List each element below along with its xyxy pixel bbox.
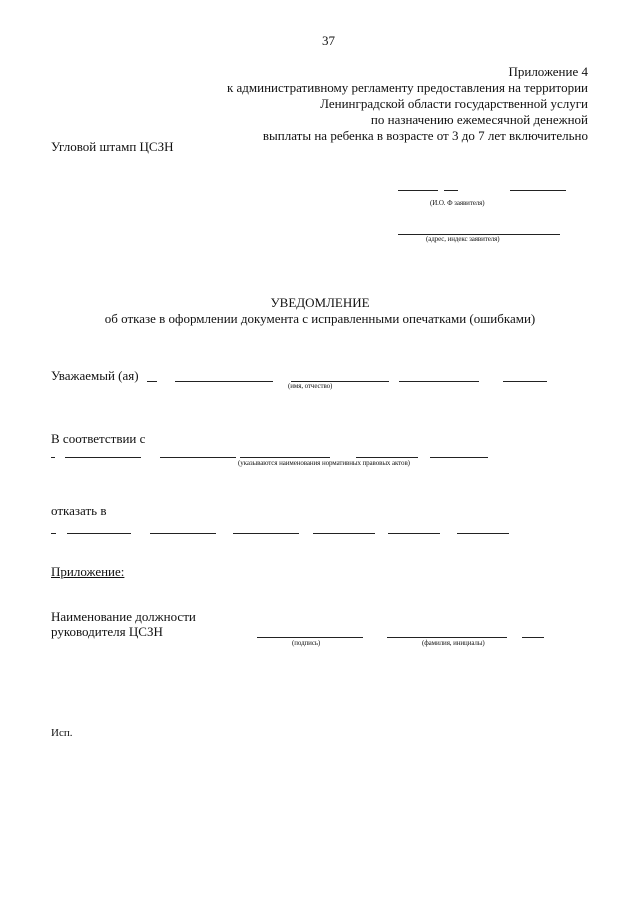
page-number: 37 [322, 33, 335, 48]
accordance-line-4 [240, 457, 330, 458]
notice-subtitle: об отказе в оформлении документа с исправленными опечатками (ошибками) [104, 311, 536, 326]
appendix-title: Приложение 4 [508, 64, 588, 79]
appendix-block [168, 64, 588, 144]
applicant-name-line-3 [510, 190, 566, 191]
name-line [387, 637, 507, 638]
greeting-line-5 [503, 381, 547, 382]
refuse-line-5 [313, 533, 375, 534]
refuse-line-6 [388, 533, 440, 534]
signature-caption: (подпись) [292, 639, 321, 647]
signature-line [257, 637, 363, 638]
applicant-name-caption: (И.О. Ф заявителя) [430, 199, 485, 207]
greeting-label: Уважаемый (ая) [51, 368, 139, 383]
greeting-caption: (имя, отчество) [288, 382, 333, 390]
applicant-address-caption: (адрес, индекс заявителя) [426, 235, 500, 243]
refuse-line-3 [150, 533, 216, 534]
accordance-line-1 [51, 457, 55, 458]
name-line-extra [522, 637, 544, 638]
appendix-line-2: Ленинградской области государственной услуги [320, 96, 588, 111]
executor-label: Исп. [51, 727, 73, 739]
corner-stamp-label: Угловой штамп ЦСЗН [51, 139, 174, 154]
greeting-line-1 [147, 381, 157, 382]
name-caption: (фамилия, инициалы) [422, 639, 485, 647]
attachment-label: Приложение: [51, 564, 125, 579]
greeting-line-4 [399, 381, 479, 382]
refuse-label: отказать в [51, 503, 107, 518]
position-title-line-2: руководителя ЦСЗН [51, 624, 163, 639]
appendix-line-1: к административному регламенту предоставления на территории [226, 80, 588, 95]
appendix-line-4: выплаты на ребенка в возрасте от 3 до 7 лет включительно [262, 128, 588, 143]
notice-title: УВЕДОМЛЕНИЕ [270, 295, 370, 310]
accordance-label: В соответствии с [51, 431, 146, 446]
accordance-caption: (указываются наименования нормативных правовых актов) [238, 459, 410, 467]
refuse-line-2 [67, 533, 131, 534]
greeting-line-2 [175, 381, 273, 382]
applicant-name-line-1 [398, 190, 438, 191]
refuse-line-7 [457, 533, 509, 534]
refuse-line-4 [233, 533, 299, 534]
accordance-line-5 [356, 457, 418, 458]
accordance-line-6 [430, 457, 488, 458]
refuse-line-1 [51, 533, 56, 534]
appendix-line-3: по назначению ежемесячной денежной [370, 112, 588, 127]
accordance-line-2 [65, 457, 141, 458]
accordance-line-3 [160, 457, 236, 458]
position-title-line-1: Наименование должности [51, 609, 196, 624]
applicant-name-line-2 [444, 190, 458, 191]
